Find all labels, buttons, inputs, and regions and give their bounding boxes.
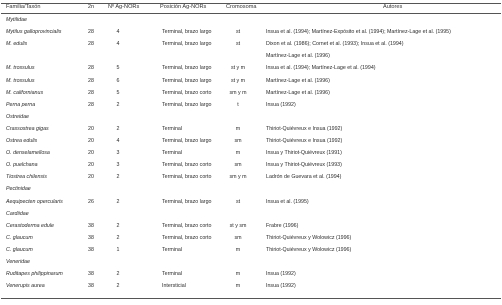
cell-position: Terminal, brazo corto — [162, 89, 212, 96]
header-chromosome: Cromosoma — [226, 4, 257, 10]
header-2n: 2n — [87, 4, 95, 10]
cell-taxon: M. trossulus — [6, 77, 35, 84]
cell-authors: Insua (1992) — [266, 283, 296, 290]
cell-2n: 38 — [88, 271, 94, 278]
cell-2n: 20 — [88, 125, 94, 132]
cell-taxon: Tiostrea chilensis — [6, 174, 47, 181]
cell-2n: 20 — [88, 138, 94, 144]
cell-ag-nors: 4 — [116, 138, 120, 144]
cell-taxon: M. edulis — [6, 41, 28, 48]
cell-2n: 38 — [88, 234, 94, 241]
cell-chromosome: st — [235, 41, 241, 48]
cell-position: Terminal, brazo largo — [162, 101, 212, 108]
cell-chromosome: m — [235, 271, 241, 278]
cell-ag-nors: 2 — [116, 271, 120, 278]
cell-position: Terminal — [162, 125, 183, 132]
cell-position: Terminal, brazo corto — [162, 174, 212, 181]
cell-authors: Martínez-Lage et al. (1996) — [266, 77, 330, 84]
cell-position: Terminal, brazo largo — [162, 65, 212, 72]
cell-position: Terminal, brazo largo — [162, 41, 212, 48]
cell-authors: Insua et al. (1994); Martínez-Expósito et al. (1994); Martínez-Lage et al. (1995) — [266, 29, 451, 36]
cell-taxon: Venerupis aurea — [6, 283, 45, 290]
cell-ag-nors: 1 — [116, 246, 120, 253]
cell-taxon: Aequipecten opercularis — [6, 198, 63, 205]
cell-taxon: M. trossulus — [6, 65, 35, 72]
cell-chromosome: st y m — [230, 77, 246, 84]
cell-chromosome: sm — [234, 138, 242, 144]
family-heading: Pectinidae — [6, 186, 31, 193]
cell-taxon: M. californianus — [6, 89, 44, 96]
cell-position: Intersticial — [162, 283, 186, 290]
cell-authors: Insua y Thiriot-Quiévreux (1991) — [266, 150, 342, 157]
cell-authors: Insua y Thiriot-Quiévreux (1993) — [266, 162, 342, 169]
cell-authors: Martínez-Lage et al. (1996) — [266, 89, 330, 96]
cell-ag-nors: 2 — [116, 283, 120, 290]
cell-taxon: Cerastoderma edule — [6, 222, 54, 229]
cell-chromosome: st y m — [230, 65, 246, 72]
header-position: Posición Ag-NORs — [160, 4, 207, 10]
cell-2n: 26 — [88, 198, 94, 205]
cell-ag-nors: 3 — [116, 150, 120, 157]
cell-2n: 28 — [88, 77, 94, 84]
cell-chromosome: st — [235, 198, 241, 205]
cell-ag-nors: 6 — [116, 77, 120, 84]
cell-ag-nors: 2 — [116, 125, 120, 132]
cell-2n: 38 — [88, 246, 94, 253]
cell-chromosome: st y sm — [229, 222, 247, 229]
cell-chromosome: sm — [234, 162, 242, 169]
cell-ag-nors: 2 — [116, 198, 120, 205]
cell-authors: Frabre (1996) — [266, 222, 299, 229]
cell-authors: Thiriot-Quiévreux e Insua (1992) — [266, 138, 343, 144]
header-ag-nors: Nº Ag-NORs — [108, 4, 140, 10]
cell-chromosome: m — [235, 246, 241, 253]
cell-2n: 20 — [88, 162, 94, 169]
cell-ag-nors: 5 — [116, 89, 120, 96]
cell-ag-nors: 2 — [116, 101, 120, 108]
cell-ag-nors: 5 — [116, 65, 120, 72]
cell-position: Terminal — [162, 246, 183, 253]
cell-2n: 28 — [88, 101, 94, 108]
cell-2n: 28 — [88, 41, 94, 48]
cell-taxon: C. glaucum — [6, 246, 33, 253]
cell-chromosome: st — [235, 29, 241, 36]
cell-position: Terminal — [162, 271, 183, 278]
cell-ag-nors: 2 — [116, 234, 120, 241]
cell-position: Terminal — [162, 150, 183, 157]
cell-authors: Thiriot-Quiévreux e Insua (1992) — [266, 125, 343, 132]
cell-authors: Ladrón de Guevara et al. (1994) — [266, 174, 342, 181]
header-rule — [1, 13, 501, 14]
cell-ag-nors: 3 — [116, 162, 120, 169]
cell-2n: 38 — [88, 222, 94, 229]
cell-position: Terminal, brazo corto — [162, 234, 212, 241]
header-authors: Autores — [383, 4, 403, 10]
cell-position: Terminal, brazo largo — [162, 138, 212, 144]
cell-ag-nors: 2 — [116, 222, 120, 229]
cell-authors: Insua et al. (1995) — [266, 198, 309, 205]
family-heading: Veneridae — [6, 259, 30, 265]
cell-taxon: C. glaucum — [6, 234, 33, 241]
cell-2n: 20 — [88, 174, 94, 181]
cell-authors: Thiriot-Quiévreux y Wolowicz (1996) — [266, 234, 352, 241]
cell-2n: 28 — [88, 29, 94, 36]
cell-chromosome: sm y m — [229, 174, 247, 181]
cell-2n: 38 — [88, 283, 94, 290]
cell-chromosome: sm y m — [229, 89, 247, 96]
cell-ag-nors: 2 — [116, 174, 120, 181]
family-heading: Cardiidae — [6, 210, 29, 217]
cell-position: Terminal, brazo corto — [162, 162, 212, 169]
cell-ag-nors: 4 — [116, 29, 120, 36]
cell-2n: 28 — [88, 89, 94, 96]
cell-2n: 28 — [88, 65, 94, 72]
cell-chromosome: m — [235, 283, 241, 290]
cell-chromosome: t — [237, 101, 239, 108]
family-heading: Mytilidae — [6, 17, 27, 23]
cell-taxon: O. puelchana — [6, 162, 38, 169]
cell-authors: Insua (1992) — [266, 101, 296, 108]
cell-taxon: Ruditapes philippinarum — [6, 271, 63, 278]
cell-ag-nors: 4 — [116, 41, 120, 48]
cell-taxon: Mytilus galloprovincialis — [6, 29, 62, 36]
cell-taxon: Ostrea edulis — [6, 138, 38, 144]
cell-taxon: Perna perna — [6, 101, 36, 108]
family-heading: Ostreidae — [6, 113, 29, 120]
cell-chromosome: m — [235, 150, 241, 157]
cell-authors: Insua (1992) — [266, 271, 296, 278]
cell-position: Terminal, brazo corto — [162, 222, 212, 229]
cell-authors: Thiriot-Quiévreux y Wolowicz (1996) — [266, 246, 352, 253]
cell-position: Terminal, brazo largo — [162, 198, 212, 205]
cell-taxon: Crassostrea gigas — [6, 125, 49, 132]
header-taxon: Familia/Taxón — [6, 4, 41, 10]
cell-2n: 20 — [88, 150, 94, 157]
cell-chromosome: m — [235, 125, 241, 132]
cell-authors: Martínez-Lage et al. (1996) — [266, 53, 330, 60]
cell-authors: Dixon et al. (1986); Cornet et al. (1993); Insua et al. (1994) — [266, 41, 404, 48]
table-bottom-rule — [1, 298, 501, 299]
cell-position: Terminal, brazo largo — [162, 29, 212, 36]
cell-chromosome: sm — [234, 234, 242, 241]
cell-taxon: O. denselamellosa — [6, 150, 50, 157]
cell-position: Terminal, brazo largo — [162, 77, 212, 84]
cell-authors: Insua et al. (1994); Martínez-Lage et al. (1994) — [266, 65, 376, 72]
